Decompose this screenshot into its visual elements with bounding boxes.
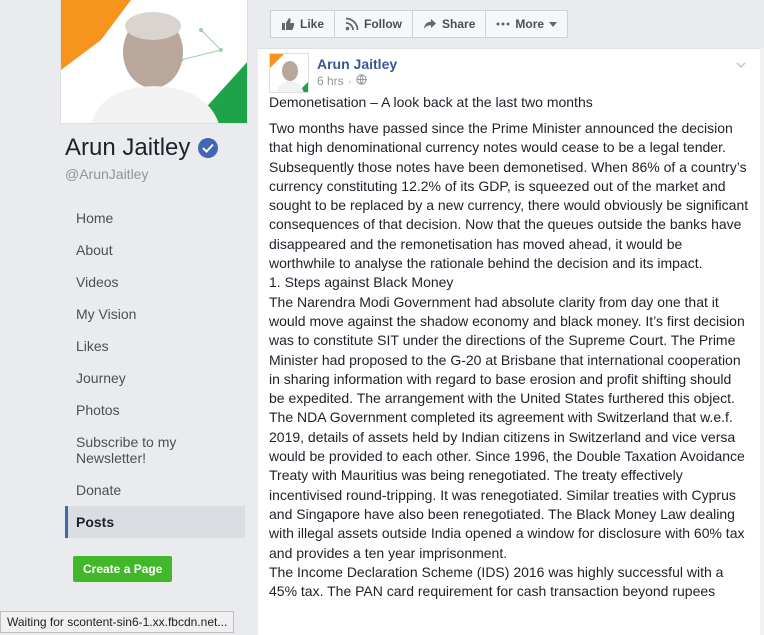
left-column (0, 0, 258, 635)
post-timestamp[interactable]: 6 hrs (317, 74, 344, 88)
post-body (269, 119, 749, 601)
nav-item-posts[interactable]: Posts (65, 506, 245, 538)
post-paragraph: The Narendra Modi Government had absolute clarity from day one that it would move against the shadow economy and black money. It’s first decision was to constitute SIT under the directions of the Supreme Court. The Prime Minister had proposed to the G-20 at Brisbane that international cooperation in sharing information with regard to base erosion and profit shifting should be expedited. The arrangement with the United States furthered this object. The NDA Government completed its agreement with Switzerland that w.e.f. 2019, details of assets held by Indian citizens in Switzerland and vice versa would be provided to each other. Since 1996, the Double Taxation Avoidance Treaty with Mauritius was being renegotiated. The treaty effectively incentivised round-tripping. It was renegotiated. Similar treaties with Cyprus and Singapore have also been renegotiated. The Black Money Law dealing with illegal assets outside India opened a window for disclosure with 60% tax and provides a ten year imprisonment. (269, 293, 745, 561)
share-arrow-icon (423, 17, 437, 31)
share-button-label: Share (442, 17, 476, 31)
post-title: Demonetisation – A look back at the last two months (269, 94, 593, 110)
nav-item-home[interactable]: Home (76, 210, 114, 226)
nav-item-newsletter[interactable]: Subscribe to my Newsletter! (76, 434, 177, 466)
page-name-heading[interactable] (65, 134, 218, 162)
post-paragraph: Two months have passed since the Prime Minister announced the decision that high denominational currency notes would cease to be a legal tender. Subsequently those notes have been demonetised. When 86% of a country’s currency constituting 12.2% of its GDP, is squeezed out of the market and sought to be replaced by a new currency, there would obviously be significant consequences of that decision. Now that the queues outside the banks have disappeared and the remonetisation has moved ahead, it would be worthwhile to analyse the rationale behind the decision and its impact. (269, 120, 749, 272)
author-avatar[interactable] (269, 53, 309, 93)
follow-button[interactable] (335, 11, 413, 37)
like-button-label: Like (300, 17, 325, 31)
nav-item-likes[interactable]: Likes (76, 338, 109, 354)
page-name[interactable]: Arun Jaitley (65, 134, 191, 161)
create-page-button[interactable]: Create a Page (73, 556, 172, 582)
post-author-name[interactable]: Arun Jaitley (317, 56, 398, 72)
page-action-bar (270, 10, 568, 38)
verified-badge-icon (198, 138, 218, 158)
post-paragraph: The Income Declaration Scheme (IDS) 2016 was highly successful with a 45% tax. The PAN card requirement for cash transaction beyond rupees (269, 563, 724, 600)
chevron-down-icon (549, 22, 557, 27)
more-button[interactable] (486, 11, 567, 37)
post-meta: 6 hrs · (317, 74, 367, 88)
scrollbar[interactable] (760, 48, 764, 635)
nav-item-videos[interactable]: Videos (76, 274, 119, 290)
page-handle[interactable]: @ArunJaitley (65, 166, 149, 182)
browser-status-bar: Waiting for scontent-sin6-1.xx.fbcdn.net... (0, 611, 234, 633)
globe-icon (356, 74, 367, 88)
ellipsis-icon (496, 22, 510, 26)
nav-item-about[interactable]: About (76, 242, 113, 258)
rss-icon (345, 17, 359, 31)
page-nav (65, 202, 245, 538)
nav-item-photos[interactable]: Photos (76, 402, 120, 418)
profile-photo[interactable] (60, 0, 248, 124)
follow-button-label: Follow (364, 17, 403, 31)
post-options-chevron-icon[interactable] (736, 55, 746, 73)
nav-item-donate[interactable]: Donate (76, 482, 122, 498)
share-button[interactable] (413, 11, 486, 37)
nav-item-journey[interactable]: Journey (76, 370, 126, 386)
nav-item-my-vision[interactable]: My Vision (76, 306, 137, 322)
more-button-label: More (515, 17, 545, 31)
post-card (258, 48, 764, 635)
post-paragraph: 1. Steps against Black Money (269, 274, 454, 291)
thumbs-up-icon (281, 17, 295, 31)
like-button[interactable] (271, 11, 335, 37)
